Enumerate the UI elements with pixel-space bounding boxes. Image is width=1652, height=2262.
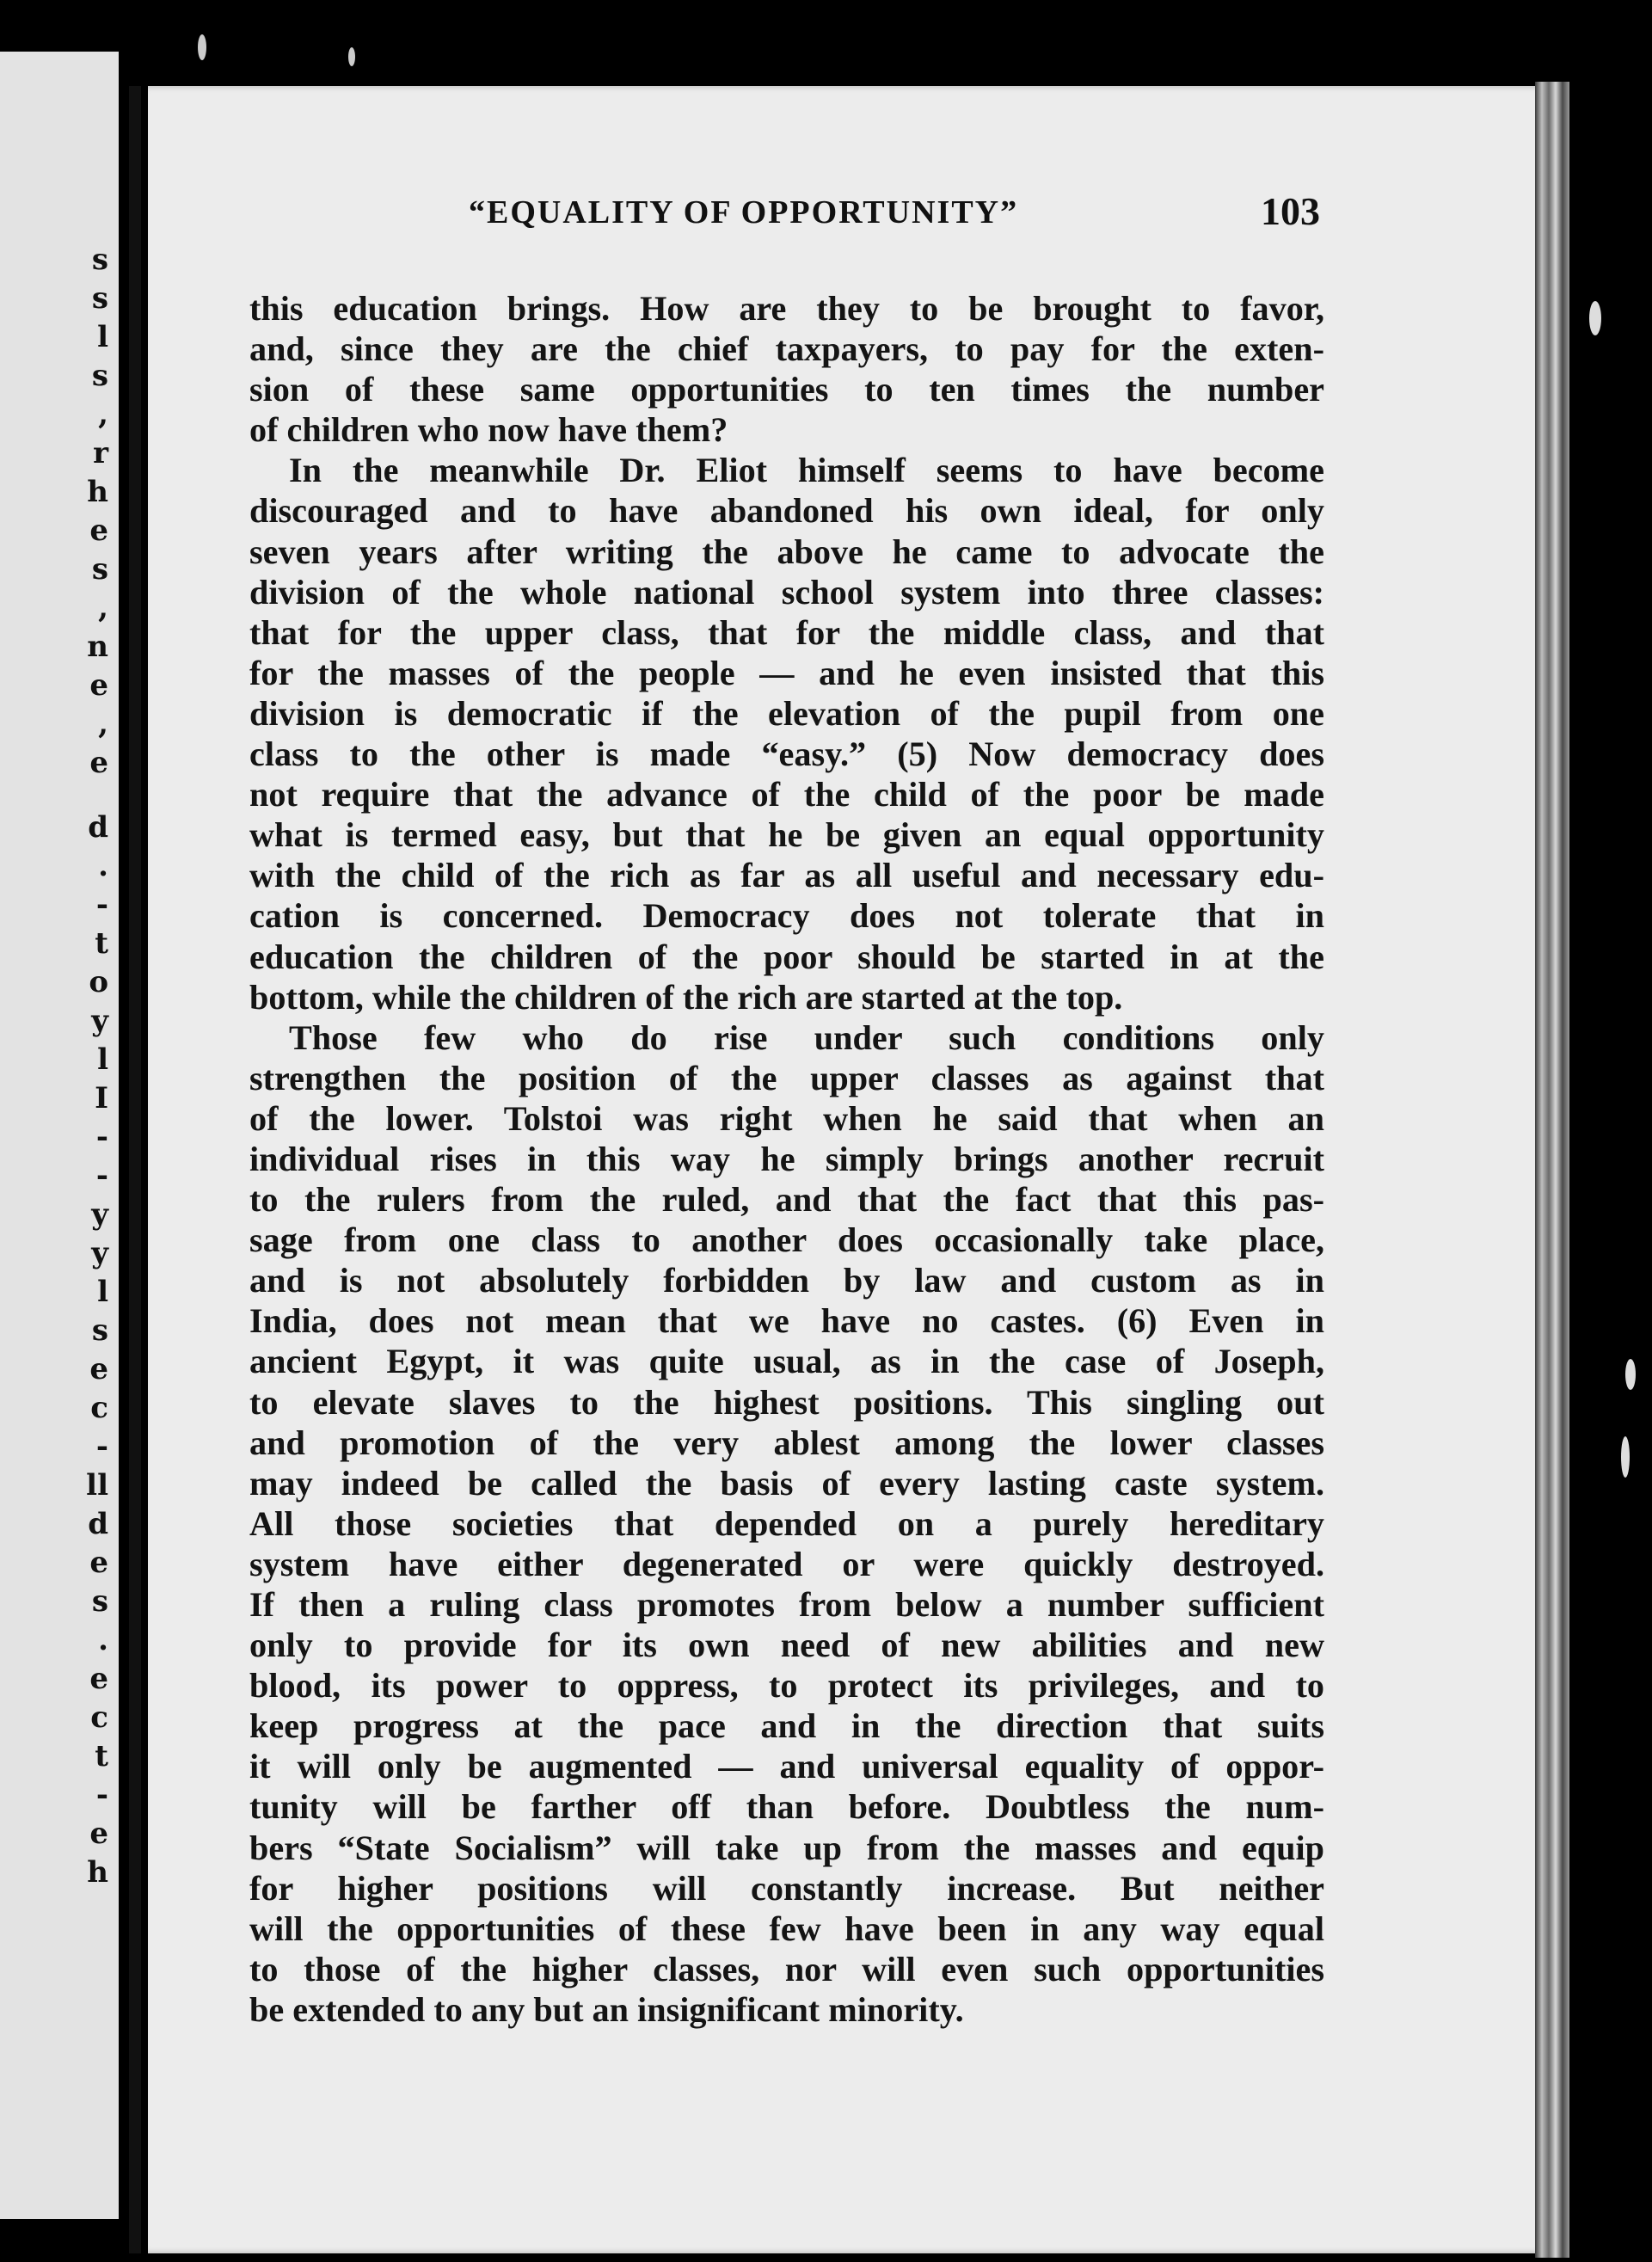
text-line: ancient Egypt, it was quite usual, as in the case of Joseph,: [249, 1342, 1324, 1381]
text-line: discouraged and to have abandoned his own ideal, for only: [249, 491, 1324, 531]
previous-page-fragment: e: [89, 668, 108, 703]
text-line: it will only be augmented — and universal equality of oppor-: [249, 1747, 1324, 1786]
text-line: education the children of the poor should be started in at the: [249, 937, 1324, 976]
previous-page-fragment: n: [87, 630, 108, 664]
text-line: bottom, while the children of the rich are started at the top.: [249, 977, 1123, 1017]
previous-page-fragment: ll: [86, 1468, 108, 1503]
previous-page-fragment: h: [87, 475, 108, 509]
text-line: what is termed easy, but that he be given an equal opportunity: [249, 815, 1324, 855]
previous-page-fragment: o: [89, 965, 108, 999]
scan-speck: [348, 47, 355, 66]
text-line: and is not absolutely forbidden by law and custom as in: [249, 1261, 1324, 1300]
text-line: and, since they are the chief taxpayers, to pay for the exten-: [249, 329, 1324, 369]
text-line: All those societies that depended on a purely hereditary: [249, 1503, 1324, 1543]
text-line: not require that the advance of the child of the poor be made: [249, 775, 1324, 814]
previous-page-fragment: .: [98, 1623, 108, 1657]
text-line: system have either degenerated or were quickly destroyed.: [249, 1544, 1324, 1583]
previous-page-fragment: -: [95, 888, 108, 922]
previous-page-fragment: e: [89, 1662, 108, 1696]
previous-page-fragment: .: [98, 849, 108, 883]
previous-page-fragment: c: [90, 1700, 108, 1735]
running-header: [469, 189, 1320, 245]
text-line: and promotion of the very ablest among the lower classes: [249, 1423, 1324, 1462]
previous-page-fragment: s: [91, 1313, 108, 1348]
previous-page-fragment: e: [89, 1816, 108, 1851]
text-line: this education brings. How are they to be brought to favor,: [249, 289, 1324, 328]
scan-speck: [1589, 301, 1601, 335]
text-line: seven years after writing the above he came to advocate the: [249, 532, 1324, 571]
scan-speck: [1625, 1359, 1636, 1390]
previous-page-fragment: d: [88, 810, 108, 845]
previous-page-fragment: -: [95, 1159, 108, 1193]
previous-page-fragment: s: [91, 1584, 108, 1619]
text-line: be extended to any but an insignificant minority.: [249, 1989, 964, 2029]
previous-page-fragment: -: [95, 1429, 108, 1464]
text-line: with the child of the rich as far as all useful and necessary edu-: [249, 856, 1324, 895]
previous-page-fragment: ,: [98, 591, 108, 625]
previous-page-fragment: y: [91, 1004, 108, 1038]
previous-page-fragment: l: [97, 1275, 108, 1309]
text-line: Those few who do rise under such conditions only: [289, 1017, 1324, 1057]
scan-speck: [198, 34, 206, 60]
text-line: will the opportunities of these few have been in any way equal: [249, 1909, 1324, 1948]
previous-page-fragment: ,: [98, 707, 108, 741]
text-line: strengthen the position of the upper classes as against that: [249, 1058, 1324, 1097]
text-line: keep progress at the pace and in the direction that suits: [249, 1706, 1324, 1746]
text-line: cation is concerned. Democracy does not tolerate that in: [249, 896, 1324, 936]
previous-page-fragment: y: [91, 1197, 108, 1232]
running-title: “EQUALITY OF OPPORTUNITY”: [469, 194, 1019, 231]
text-line: individual rises in this way he simply brings another recruit: [249, 1139, 1324, 1178]
scan-speck: [1621, 1436, 1630, 1478]
previous-page-fragment: e: [89, 513, 108, 548]
text-line: bers “State Socialism” will take up from the masses and equip: [249, 1828, 1324, 1867]
previous-page-fragment: -: [95, 1120, 108, 1154]
previous-page-fragment: s: [91, 243, 108, 277]
text-line: to those of the higher classes, nor will even such opportunities: [249, 1949, 1324, 1988]
previous-page-fragment: t: [95, 1739, 108, 1773]
previous-page-fragment: -: [95, 1778, 108, 1812]
text-line: to elevate slaves to the highest positions. This singling out: [249, 1382, 1324, 1422]
gutter-shadow: [129, 86, 141, 2253]
text-line: If then a ruling class promotes from below a number sufficient: [249, 1585, 1324, 1624]
previous-page-fragment: s: [91, 359, 108, 393]
previous-page-fragment: ,: [98, 397, 108, 432]
page-stack-edge: [1535, 82, 1569, 2258]
text-line: India, does not mean that we have no castes. (6) Even in: [249, 1301, 1324, 1341]
previous-page-fragment: I: [95, 1081, 108, 1116]
text-line: division of the whole national school system into three classes:: [249, 572, 1324, 612]
previous-page-fragment: y: [91, 1236, 108, 1270]
previous-page-fragment: l: [97, 320, 108, 354]
previous-page-fragment: s: [91, 552, 108, 587]
previous-page-fragment: h: [87, 1855, 108, 1890]
text-line: blood, its power to oppress, to protect its privileges, and to: [249, 1666, 1324, 1706]
previous-page-fragment: e: [89, 1546, 108, 1580]
text-line: for the masses of the people — and he even insisted that this: [249, 653, 1324, 692]
text-line: In the meanwhile Dr. Eliot himself seems to have become: [289, 451, 1324, 490]
previous-page-edge: [0, 52, 119, 2219]
text-line: sion of these same opportunities to ten times the number: [249, 370, 1324, 409]
text-line: to the rulers from the ruled, and that the fact that this pas-: [249, 1180, 1324, 1220]
page-number: 103: [1261, 189, 1320, 233]
body-text: [249, 288, 1324, 2030]
previous-page-fragment: e: [89, 1352, 108, 1386]
previous-page-fragment: e: [89, 746, 108, 780]
previous-page-fragment: c: [90, 1391, 108, 1425]
previous-page-fragment: r: [93, 436, 108, 470]
previous-page-fragment: t: [95, 926, 108, 961]
text-line: sage from one class to another does occasionally take place,: [249, 1220, 1324, 1260]
previous-page-fragment: s: [91, 281, 108, 316]
text-line: division is democratic if the elevation of the pupil from one: [249, 693, 1324, 733]
text-line: class to the other is made “easy.” (5) Now democracy does: [249, 735, 1324, 774]
text-line: of the lower. Tolstoi was right when he said that when an: [249, 1098, 1324, 1138]
text-line: for higher positions will constantly increase. But neither: [249, 1868, 1324, 1908]
previous-page-fragment: l: [97, 1042, 108, 1077]
previous-page-fragment: d: [88, 1507, 108, 1541]
text-line: only to provide for its own need of new abilities and new: [249, 1626, 1324, 1665]
text-line: that for the upper class, that for the middle class, and that: [249, 612, 1324, 652]
text-line: of children who now have them?: [249, 410, 728, 450]
text-line: tunity will be farther off than before. Doubtless the num-: [249, 1787, 1324, 1827]
text-line: may indeed be called the basis of every lasting caste system.: [249, 1463, 1324, 1503]
